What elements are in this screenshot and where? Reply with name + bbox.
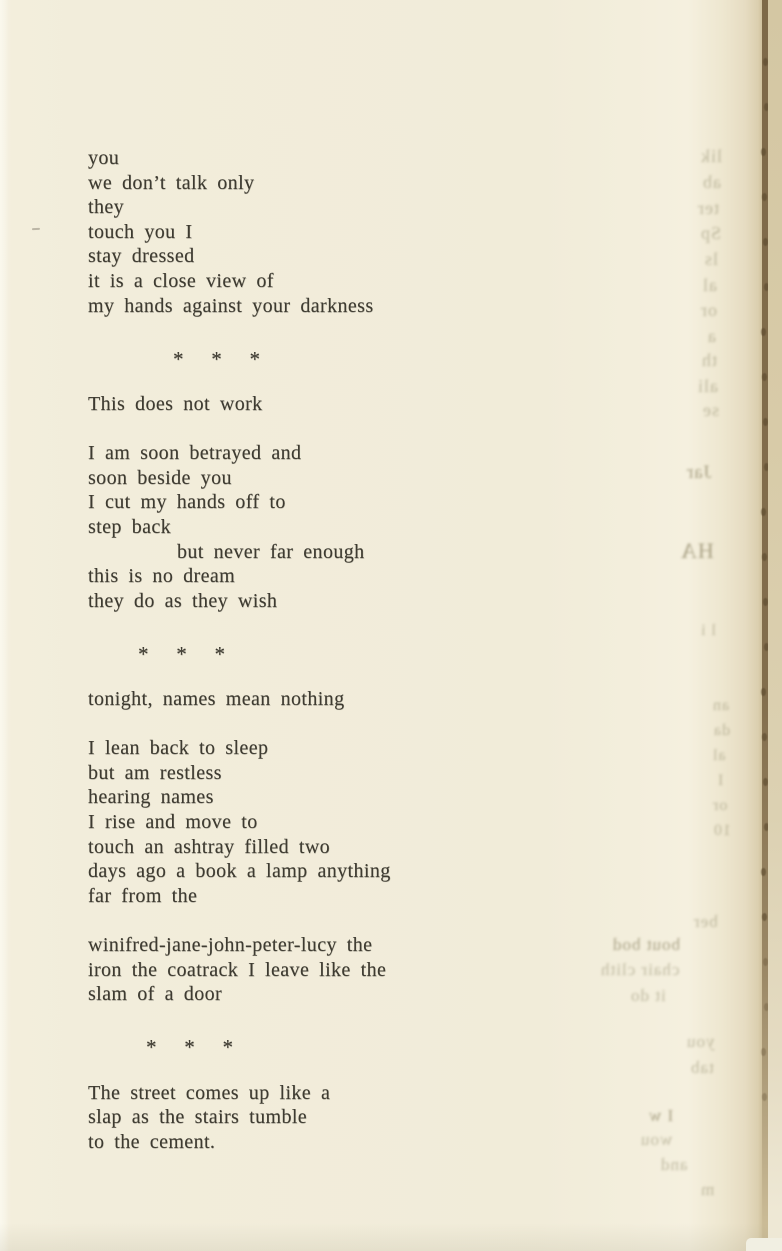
showthrough-fragment: se [702, 400, 719, 420]
showthrough-fragment: you [686, 1032, 715, 1051]
showthrough-fragment: I w [648, 1106, 674, 1125]
showthrough-fragment: al [702, 275, 717, 295]
showthrough-fragment: da [713, 722, 731, 739]
poem-line: step back [88, 515, 172, 538]
poem-line: iron the coatrack I leave like the [88, 958, 387, 981]
margin-pencil-mark [32, 228, 40, 231]
blank-line [88, 908, 648, 933]
poem-line: we don’t talk only [88, 171, 255, 194]
page-edge-notch [762, 193, 767, 201]
stanza-separator: * * * [146, 1035, 242, 1060]
poem-line: this is no dream [88, 565, 236, 588]
blank-line [88, 613, 648, 638]
poem-line: I rise and move to [88, 811, 258, 834]
showthrough-fragment: th [701, 350, 718, 370]
page-edge-notch [761, 1048, 766, 1056]
showthrough-fragment: a [707, 326, 716, 346]
poem-line: days ago a book a lamp anything [88, 860, 391, 883]
page-edge-notch [761, 328, 766, 336]
showthrough-fragment: l i [700, 622, 716, 639]
blank-line [88, 712, 648, 737]
showthrough-fragment: ls [704, 249, 719, 269]
poem-line: hearing names [88, 786, 214, 809]
showthrough-fragment: wou [640, 1130, 673, 1149]
showthrough-fragment: HA [680, 538, 714, 563]
showthrough-fragment: Sp [700, 223, 722, 243]
showthrough-fragment: chair clith [600, 960, 680, 979]
stanza-separator: * * * [173, 346, 269, 371]
showthrough-fragment: an [712, 697, 730, 714]
poem-line: The street comes up like a [88, 1081, 331, 1104]
poem-line: touch an ashtray filled two [88, 835, 331, 858]
page-edge-notch [761, 148, 766, 156]
poem-line: you [88, 147, 120, 169]
poem-line: far from the [88, 884, 198, 907]
poem-line: I lean back to sleep [88, 737, 269, 760]
blank-line [88, 417, 648, 442]
page-edge-notch [761, 508, 766, 516]
blank-line [88, 1007, 648, 1032]
page-edge-notch [762, 373, 767, 381]
poem-line: but am restless [88, 761, 222, 784]
showthrough-fragment: it do [630, 986, 666, 1005]
poem-line: they do as they wish [88, 589, 278, 612]
poem-line: tonight, names mean nothing [88, 688, 345, 711]
showthrough-fragment: and [660, 1155, 688, 1174]
page-edge-notch [762, 733, 767, 741]
page-edge-notch [761, 868, 766, 876]
poem-line: to the cement. [88, 1130, 216, 1153]
bottom-corner-notch [746, 1238, 782, 1251]
showthrough-fragment: or [700, 300, 717, 320]
showthrough-fragment: m [700, 1180, 715, 1199]
showthrough-fragment: tab [690, 1058, 714, 1077]
page-left-edge-highlight [0, 0, 9, 1251]
showthrough-fragment: ali [697, 376, 718, 396]
page-edge-notch [762, 1093, 767, 1101]
poem-line: slam of a door [88, 983, 223, 1006]
page-edge-notch [762, 913, 767, 921]
showthrough-fragment: I [717, 772, 724, 789]
page-edge-notch [761, 688, 766, 696]
showthrough-fragment: lik [700, 146, 723, 166]
showthrough-fragment: ab [702, 172, 721, 192]
poem-line: but never far enough [177, 540, 365, 563]
poem-line: I am soon betrayed and [88, 442, 302, 465]
page-edge-notch [762, 553, 767, 561]
showthrough-fragment: ter [697, 198, 719, 218]
showthrough-fragment: bout bod [612, 935, 680, 954]
showthrough-fragment: 10 [713, 822, 731, 839]
poem-line: my hands against your darkness [88, 294, 374, 317]
showthrough-fragment: Jar [686, 462, 712, 483]
poem-line: stay dressed [88, 245, 195, 268]
poem-line: they [88, 196, 125, 219]
blank-line [88, 318, 648, 343]
poem-line: I cut my hands off to [88, 491, 286, 514]
poem-line: slap as the stairs tumble [88, 1106, 308, 1129]
showthrough-fragment: or [712, 797, 728, 814]
poem-line: winifred-jane-john-peter-lucy the [88, 934, 373, 956]
poem-line: touch you I [88, 220, 193, 243]
poem-line: This does not work [88, 392, 263, 415]
poem-text [88, 146, 648, 1154]
poem-line: soon beside you [88, 466, 232, 489]
poem-line: it is a close view of [88, 269, 274, 292]
showthrough-fragment: al [712, 747, 726, 764]
showthrough-fragment: ber [693, 912, 718, 931]
stanza-separator: * * * [138, 641, 234, 666]
fore-edge-strip [768, 0, 782, 1251]
